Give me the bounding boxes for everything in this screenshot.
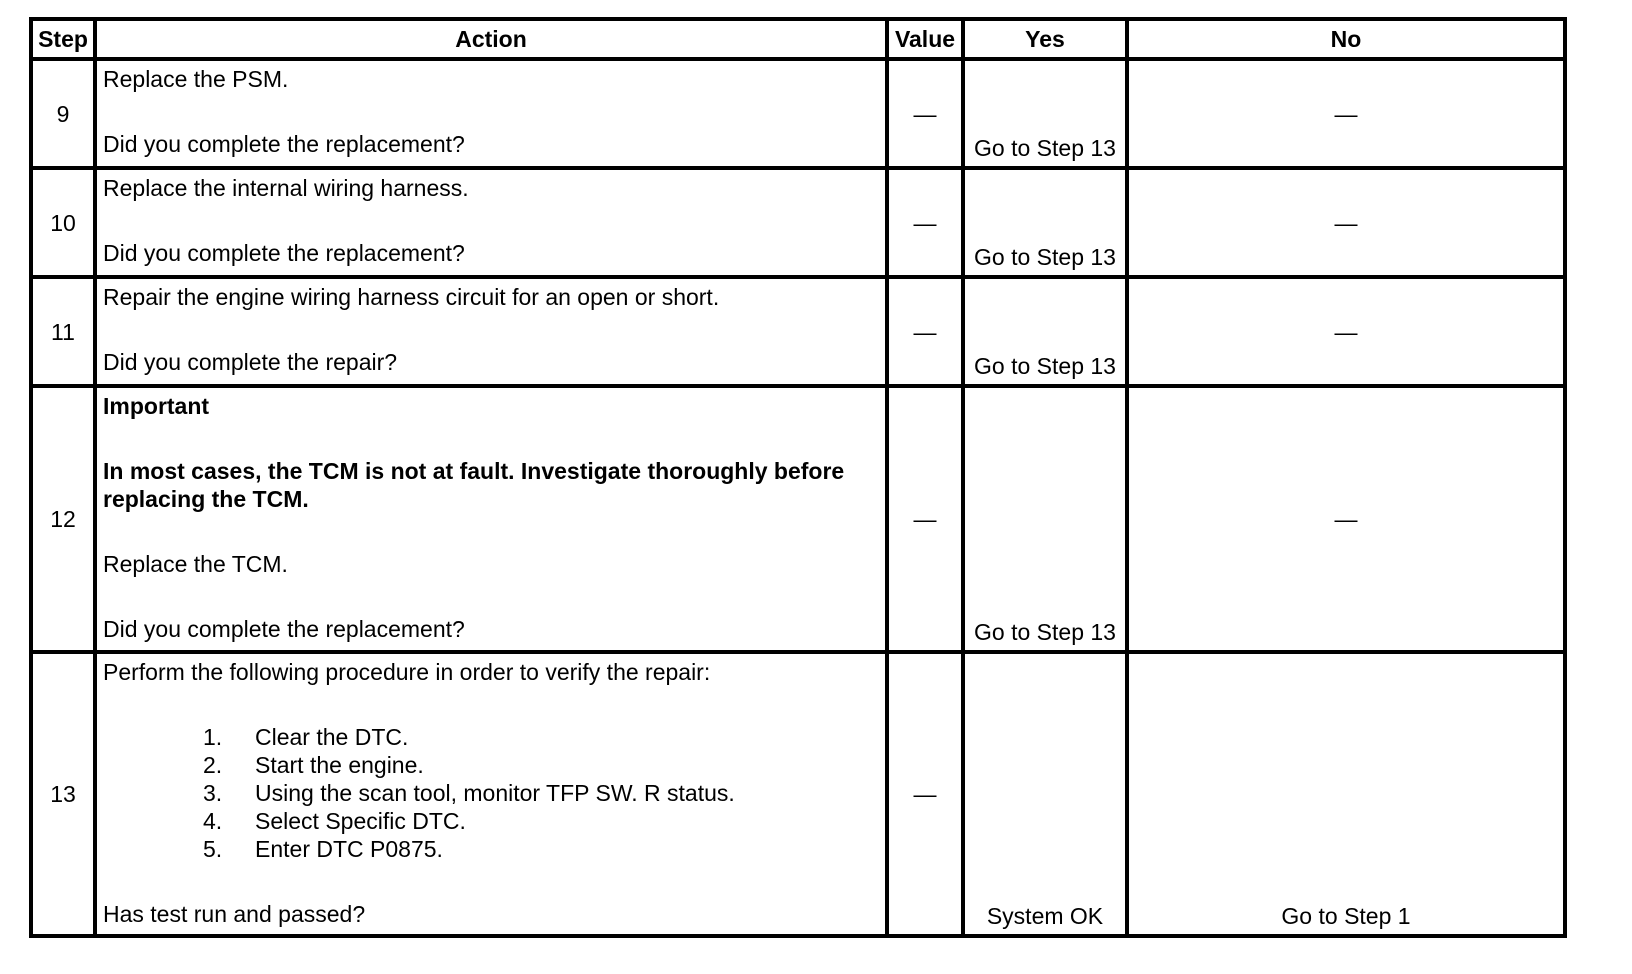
yes-cell: System OK — [963, 652, 1127, 936]
procedure-item-text: Clear the DTC. — [255, 724, 409, 750]
action-instruction: Replace the internal wiring harness. — [103, 175, 469, 201]
spacer — [103, 420, 879, 457]
value-cell: — — [887, 386, 963, 652]
diagnostic-table — [29, 17, 1567, 938]
procedure-item-text: Start the engine. — [255, 752, 424, 778]
action-question: Did you complete the replacement? — [103, 616, 465, 642]
step-number: 9 — [31, 59, 95, 168]
spacer — [103, 513, 879, 550]
no-cell: — — [1127, 168, 1565, 277]
procedure-list — [103, 723, 879, 863]
no-cell: Go to Step 1 — [1127, 652, 1565, 936]
procedure-item — [203, 807, 879, 835]
procedure-item-number: 2. — [203, 752, 223, 778]
spacer — [103, 311, 879, 348]
spacer — [103, 93, 879, 130]
value-cell: — — [887, 59, 963, 168]
action-question: Did you complete the repair? — [103, 349, 398, 375]
yes-cell: Go to Step 13 — [963, 59, 1127, 168]
procedure-item-number: 5. — [203, 836, 223, 862]
procedure-item — [203, 779, 879, 807]
spacer — [103, 686, 879, 723]
table-row-step-11 — [31, 277, 1565, 386]
action-cell — [95, 277, 887, 386]
procedure-item — [203, 723, 879, 751]
action-instruction: Repair the engine wiring harness circuit for an open or short. — [103, 284, 720, 310]
yes-cell: Go to Step 13 — [963, 277, 1127, 386]
header-yes: Yes — [963, 19, 1127, 59]
no-cell: — — [1127, 59, 1565, 168]
action-instruction: Perform the following procedure in order to verify the repair: — [103, 659, 711, 685]
action-cell — [95, 59, 887, 168]
spacer — [103, 863, 879, 900]
step-number: 11 — [31, 277, 95, 386]
header-step: Step — [31, 19, 95, 59]
yes-cell: Go to Step 13 — [963, 386, 1127, 652]
procedure-item-number: 4. — [203, 808, 223, 834]
procedure-item — [203, 751, 879, 779]
step-number: 12 — [31, 386, 95, 652]
header-value: Value — [887, 19, 963, 59]
important-note: In most cases, the TCM is not at fault. Investigate thoroughly before replacing the TCM. — [103, 458, 845, 512]
value-cell: — — [887, 652, 963, 936]
action-instruction: Replace the TCM. — [103, 551, 288, 577]
spacer — [103, 578, 879, 615]
step-number: 10 — [31, 168, 95, 277]
action-question: Has test run and passed? — [103, 901, 366, 927]
procedure-item-text: Using the scan tool, monitor TFP SW. R status. — [255, 780, 735, 806]
important-title: Important — [103, 393, 210, 419]
yes-cell: Go to Step 13 — [963, 168, 1127, 277]
table-row-step-10 — [31, 168, 1565, 277]
action-cell — [95, 652, 887, 936]
procedure-item-text: Enter DTC P0875. — [255, 836, 443, 862]
no-cell: — — [1127, 386, 1565, 652]
table-row-step-13 — [31, 652, 1565, 936]
procedure-item-text: Select Specific DTC. — [255, 808, 466, 834]
table-row-step-12 — [31, 386, 1565, 652]
action-cell — [95, 386, 887, 652]
value-cell: — — [887, 277, 963, 386]
no-cell: — — [1127, 277, 1565, 386]
procedure-item-number: 3. — [203, 780, 223, 806]
procedure-item — [203, 835, 879, 863]
action-instruction: Replace the PSM. — [103, 66, 289, 92]
header-action: Action — [95, 19, 887, 59]
step-number: 13 — [31, 652, 95, 936]
table-row-step-9 — [31, 59, 1565, 168]
header-row — [31, 19, 1565, 59]
procedure-item-number: 1. — [203, 724, 223, 750]
spacer — [103, 202, 879, 239]
action-question: Did you complete the replacement? — [103, 240, 465, 266]
value-cell: — — [887, 168, 963, 277]
header-no: No — [1127, 19, 1565, 59]
action-question: Did you complete the replacement? — [103, 131, 465, 157]
action-cell — [95, 168, 887, 277]
